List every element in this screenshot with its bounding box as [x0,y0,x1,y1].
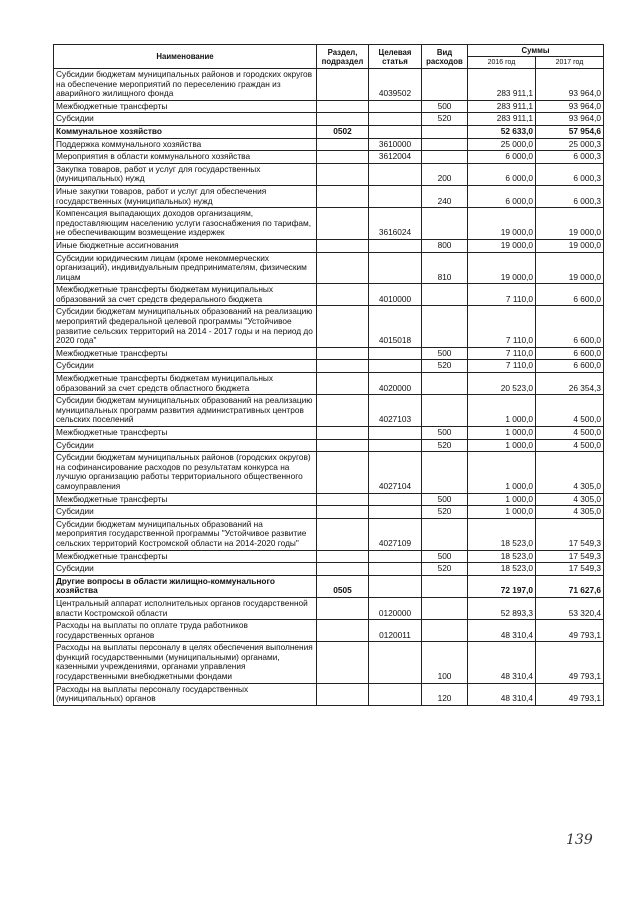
cell-section [317,493,369,506]
cell-2017: 6 000,3 [536,185,604,207]
cell-target [369,239,422,252]
cell-name: Центральный аппарат исполнительных органов государственной власти Костромской области [54,597,317,619]
cell-kind: 520 [422,563,468,576]
cell-2017: 49 793,1 [536,642,604,683]
cell-2016: 283 911,1 [468,69,536,101]
cell-2017: 26 354,3 [536,373,604,395]
cell-kind: 520 [422,113,468,126]
cell-name: Межбюджетные трансферты [54,347,317,360]
table-row [54,373,604,395]
cell-name: Субсидии [54,360,317,373]
cell-kind: 520 [422,360,468,373]
header-2016: 2016 год [468,57,536,69]
cell-kind: 200 [422,163,468,185]
table-row [54,642,604,683]
cell-section [317,163,369,185]
cell-target [369,347,422,360]
cell-section [317,252,369,284]
table-row [54,100,604,113]
cell-name: Субсидии бюджетам муниципальных образований на реализацию мероприятий федеральной целевой программы "Устойчивое развитие сельских территорий на 2014 - 2017 годы и на период до 2020 года" [54,306,317,347]
cell-target [369,563,422,576]
header-kind: Вид расходов [422,45,468,69]
table-row [54,518,604,550]
table-row [54,395,604,427]
cell-2016: 18 523,0 [468,550,536,563]
page-number: 139 [566,832,593,848]
cell-target [369,163,422,185]
table-body [54,69,604,706]
table-row [54,163,604,185]
table-row [54,252,604,284]
cell-section [317,373,369,395]
cell-2017: 4 500,0 [536,395,604,427]
cell-kind: 800 [422,239,468,252]
cell-section [317,69,369,101]
cell-2016: 52 893,3 [468,597,536,619]
cell-2016: 6 000,0 [468,151,536,164]
cell-name: Субсидии [54,439,317,452]
cell-kind [422,597,468,619]
cell-2017: 6 600,0 [536,284,604,306]
cell-2017: 17 549,3 [536,550,604,563]
cell-2016: 1 000,0 [468,427,536,440]
cell-name: Расходы на выплаты по оплате труда работников государственных органов [54,620,317,642]
cell-kind [422,138,468,151]
cell-target [369,642,422,683]
cell-2017: 4 305,0 [536,493,604,506]
cell-name: Межбюджетные трансферты [54,100,317,113]
cell-2016: 19 000,0 [468,208,536,240]
cell-kind: 500 [422,347,468,360]
cell-target [369,493,422,506]
cell-section [317,208,369,240]
cell-section [317,518,369,550]
cell-kind: 500 [422,100,468,113]
cell-section [317,100,369,113]
cell-2016: 72 197,0 [468,575,536,597]
cell-kind [422,69,468,101]
header-name: Наименование [54,45,317,69]
table-row [54,151,604,164]
cell-2017: 57 954,6 [536,125,604,138]
cell-section [317,506,369,519]
cell-name: Межбюджетные трансферты бюджетам муниципальных образований за счет средств областного бюджета [54,373,317,395]
cell-name: Субсидии бюджетам муниципальных образований на реализацию муниципальных программ развития административных центров сельских поселений [54,395,317,427]
cell-2017: 6 000,3 [536,151,604,164]
cell-kind: 810 [422,252,468,284]
cell-target: 0120011 [369,620,422,642]
cell-section [317,563,369,576]
cell-kind [422,284,468,306]
cell-name: Поддержка коммунального хозяйства [54,138,317,151]
cell-target [369,100,422,113]
cell-name: Субсидии юридическим лицам (кроме некоммерческих организаций), индивидуальным предпринимателям, физическим лицам [54,252,317,284]
cell-kind: 520 [422,439,468,452]
cell-2017: 25 000,3 [536,138,604,151]
cell-target [369,683,422,705]
cell-2016: 48 310,4 [468,642,536,683]
cell-name: Мероприятия в области коммунального хозяйства [54,151,317,164]
cell-target: 3612004 [369,151,422,164]
cell-target [369,575,422,597]
cell-section [317,620,369,642]
cell-name: Межбюджетные трансферты бюджетам муниципальных образований за счет средств федерального бюджета [54,284,317,306]
cell-target: 4039502 [369,69,422,101]
cell-kind: 120 [422,683,468,705]
cell-target [369,360,422,373]
cell-name: Другие вопросы в области жилищно-коммунального хозяйства [54,575,317,597]
table-row [54,427,604,440]
cell-kind: 240 [422,185,468,207]
cell-name: Субсидии бюджетам муниципальных образований на мероприятия государственной программы "Устойчивое развитие сельских территорий Костромской области на 2014-2020 годы" [54,518,317,550]
cell-target: 4015018 [369,306,422,347]
cell-2016: 283 911,1 [468,113,536,126]
cell-section [317,360,369,373]
budget-table [53,44,604,706]
cell-kind [422,208,468,240]
cell-2016: 48 310,4 [468,620,536,642]
cell-kind [422,151,468,164]
cell-2016: 1 000,0 [468,506,536,519]
cell-name: Закупка товаров, работ и услуг для государственных (муниципальных) нужд [54,163,317,185]
cell-target [369,550,422,563]
cell-name: Расходы на выплаты персоналу государственных (муниципальных) органов [54,683,317,705]
cell-target [369,427,422,440]
cell-2016: 1 000,0 [468,452,536,493]
cell-2017: 19 000,0 [536,239,604,252]
cell-name: Субсидии [54,563,317,576]
cell-section [317,347,369,360]
cell-2017: 6 600,0 [536,306,604,347]
cell-section [317,239,369,252]
cell-2017: 19 000,0 [536,208,604,240]
cell-target: 4027109 [369,518,422,550]
cell-section [317,138,369,151]
cell-section [317,113,369,126]
cell-kind [422,395,468,427]
cell-2016: 7 110,0 [468,284,536,306]
cell-target: 3610000 [369,138,422,151]
table-row [54,185,604,207]
cell-section [317,395,369,427]
cell-name: Коммунальное хозяйство [54,125,317,138]
cell-name: Субсидии [54,113,317,126]
cell-section: 0502 [317,125,369,138]
cell-name: Межбюджетные трансферты [54,550,317,563]
cell-2016: 7 110,0 [468,360,536,373]
cell-section [317,550,369,563]
table-row [54,113,604,126]
cell-2017: 6 000,3 [536,163,604,185]
cell-section [317,284,369,306]
cell-2016: 283 911,1 [468,100,536,113]
cell-name: Иные бюджетные ассигнования [54,239,317,252]
cell-2016: 18 523,0 [468,518,536,550]
cell-name: Расходы на выплаты персоналу в целях обеспечения выполнения функций государственными (муниципальными) органами, казенными учреждениями, органами управления государственными внебюджетными фондами [54,642,317,683]
cell-name: Субсидии [54,506,317,519]
cell-target: 4027104 [369,452,422,493]
cell-2016: 1 000,0 [468,493,536,506]
cell-kind: 520 [422,506,468,519]
cell-2017: 6 600,0 [536,347,604,360]
cell-target: 0120000 [369,597,422,619]
cell-name: Межбюджетные трансферты [54,427,317,440]
cell-name: Субсидии бюджетам муниципальных районов и городских округов на обеспечение мероприятий по переселению граждан из аварийного жилищного фонда [54,69,317,101]
cell-target: 4010000 [369,284,422,306]
cell-2017: 53 320,4 [536,597,604,619]
cell-kind [422,373,468,395]
cell-2017: 93 964,0 [536,100,604,113]
cell-2016: 19 000,0 [468,239,536,252]
table-row [54,575,604,597]
cell-2016: 20 523,0 [468,373,536,395]
cell-2017: 19 000,0 [536,252,604,284]
cell-target [369,439,422,452]
header-2017: 2017 год [536,57,604,69]
cell-2016: 1 000,0 [468,395,536,427]
cell-section: 0505 [317,575,369,597]
cell-2016: 6 000,0 [468,185,536,207]
cell-2016: 19 000,0 [468,252,536,284]
cell-section [317,642,369,683]
table-row [54,208,604,240]
cell-target [369,113,422,126]
cell-target: 4020000 [369,373,422,395]
cell-section [317,185,369,207]
cell-2017: 17 549,3 [536,563,604,576]
cell-2016: 52 633,0 [468,125,536,138]
cell-2016: 7 110,0 [468,347,536,360]
cell-kind: 500 [422,427,468,440]
cell-2017: 49 793,1 [536,683,604,705]
cell-section [317,306,369,347]
cell-2017: 17 549,3 [536,518,604,550]
table-row [54,284,604,306]
cell-kind: 500 [422,550,468,563]
cell-2017: 93 964,0 [536,113,604,126]
cell-target: 3616024 [369,208,422,240]
cell-kind [422,125,468,138]
table-row [54,550,604,563]
table-row [54,563,604,576]
cell-target [369,252,422,284]
header-section: Раздел, подраздел [317,45,369,69]
cell-name: Межбюджетные трансферты [54,493,317,506]
cell-section [317,597,369,619]
cell-2017: 4 500,0 [536,439,604,452]
cell-section [317,439,369,452]
cell-section [317,452,369,493]
table-row [54,683,604,705]
table-row [54,347,604,360]
cell-section [317,683,369,705]
cell-kind: 100 [422,642,468,683]
header-sums: Суммы [468,45,604,57]
cell-kind [422,306,468,347]
cell-kind [422,452,468,493]
cell-section [317,151,369,164]
cell-kind [422,518,468,550]
cell-target [369,506,422,519]
cell-2016: 6 000,0 [468,163,536,185]
cell-name: Субсидии бюджетам муниципальных районов (городских округов) на софинансирование расходов по результатам конкурса на лучшую организацию работы территориального общественного самоуправления [54,452,317,493]
cell-name: Компенсация выпадающих доходов организациям, предоставляющим населению услуги газоснабжения по тарифам, не обеспечивающим возмещение издержек [54,208,317,240]
cell-2017: 93 964,0 [536,69,604,101]
table-row [54,493,604,506]
cell-target [369,185,422,207]
table-row [54,452,604,493]
cell-2017: 49 793,1 [536,620,604,642]
cell-kind [422,575,468,597]
cell-kind: 500 [422,493,468,506]
table-row [54,125,604,138]
cell-2016: 18 523,0 [468,563,536,576]
cell-2016: 48 310,4 [468,683,536,705]
cell-target: 4027103 [369,395,422,427]
table-row [54,138,604,151]
cell-2017: 4 305,0 [536,452,604,493]
cell-section [317,427,369,440]
table-row [54,597,604,619]
cell-2017: 6 600,0 [536,360,604,373]
cell-target [369,125,422,138]
cell-2017: 71 627,6 [536,575,604,597]
table-row [54,306,604,347]
table-row [54,239,604,252]
cell-kind [422,620,468,642]
table-row [54,69,604,101]
header-target: Целевая статья [369,45,422,69]
cell-2017: 4 500,0 [536,427,604,440]
cell-2016: 7 110,0 [468,306,536,347]
table-row [54,620,604,642]
table-row [54,439,604,452]
table-row [54,506,604,519]
cell-name: Иные закупки товаров, работ и услуг для обеспечения государственных (муниципальных) нужд [54,185,317,207]
cell-2016: 25 000,0 [468,138,536,151]
cell-2017: 4 305,0 [536,506,604,519]
table-row [54,360,604,373]
cell-2016: 1 000,0 [468,439,536,452]
